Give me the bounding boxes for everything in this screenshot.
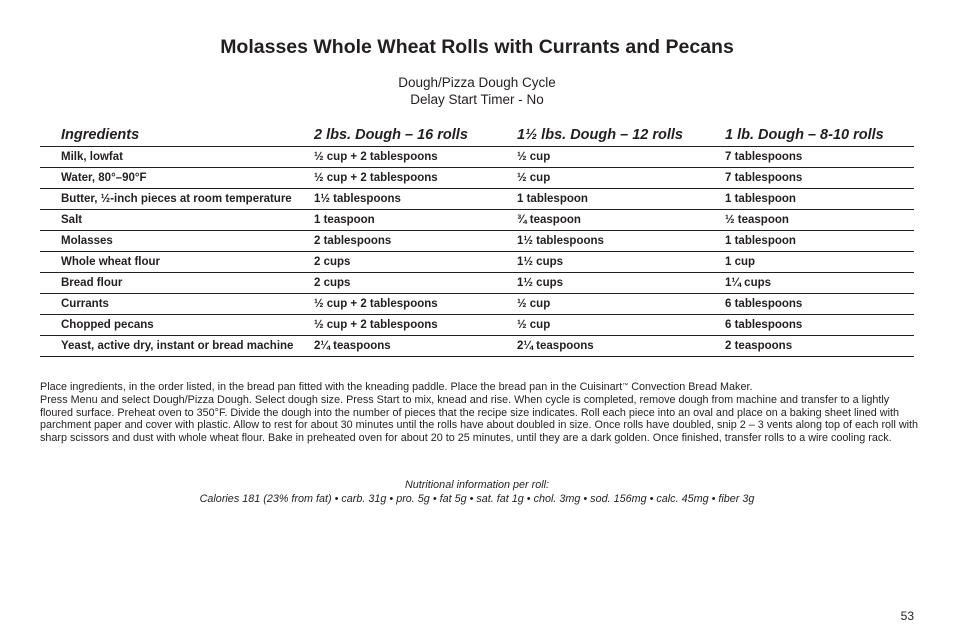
amount-1lb: 2 teaspoons xyxy=(725,336,914,357)
amount-2lb: ½ cup + 2 tablespoons xyxy=(314,147,517,168)
amount-1-5lb: ½ cup xyxy=(517,294,725,315)
cycle-setting: Dough/Pizza Dough Cycle xyxy=(398,75,556,90)
ingredient-name: Currants xyxy=(40,294,314,315)
ingredient-name: Chopped pecans xyxy=(40,315,314,336)
amount-1-5lb: 1½ cups xyxy=(517,252,725,273)
amount-1-5lb: ½ cup xyxy=(517,315,725,336)
table-row xyxy=(40,273,914,294)
amount-2lb: 2¼ teaspoons xyxy=(314,336,517,357)
nutrition-values: Calories 181 (23% from fat) • carb. 31g • pro. 5g • fat 5g • sat. fat 1g • chol. 3mg • sod. 156mg • calc. 45mg • fiber 3g xyxy=(199,493,755,505)
table-row xyxy=(40,189,914,210)
header-1-5lb: 1½ lbs. Dough – 12 rolls xyxy=(517,124,725,147)
nutrition-heading: Nutritional information per roll: xyxy=(404,479,550,491)
trademark-symbol: ™ xyxy=(622,383,629,389)
amount-2lb: ½ cup + 2 tablespoons xyxy=(314,294,517,315)
amount-1lb: 6 tablespoons xyxy=(725,315,914,336)
table-row xyxy=(40,210,914,231)
amount-1lb: 1¼ cups xyxy=(725,273,914,294)
amount-2lb: 1½ tablespoons xyxy=(314,189,517,210)
ingredient-name: Milk, lowfat xyxy=(40,147,314,168)
header-ingredients: Ingredients xyxy=(40,124,314,147)
cycle-info xyxy=(0,74,954,108)
nutrition-info xyxy=(0,478,954,506)
ingredient-name: Salt xyxy=(40,210,314,231)
ingredient-name: Butter, ½-inch pieces at room temperature xyxy=(40,189,314,210)
table-row xyxy=(40,294,914,315)
table-row xyxy=(40,252,914,273)
table-row xyxy=(40,147,914,168)
amount-1lb: 1 tablespoon xyxy=(725,231,914,252)
instructions-paragraph-2: Press Menu and select Dough/Pizza Dough. Select dough size. Press Start to mix, knead and rise. When cycle is completed, remove dough from machine and transfer to a lightly floured surface. Preheat oven to 350°F. Divide the dough into the number of pieces that the recipe size indicates. Roll each piece into an oval and place on a baking sheet lined with parchment paper and cover with plastic. Allow to rest for about 30 minutes until the rolls have about doubled in size. Once rolls have doubled, snip 2 – 3 vents along top of each roll with sharp scissors and dust with whole wheat flour. Bake in preheated oven for about 20 to 25 minutes, until they are a dark golden. Once finished, transfer rolls to a wire cooling rack. xyxy=(40,393,919,445)
amount-2lb: ½ cup + 2 tablespoons xyxy=(314,168,517,189)
amount-1-5lb: 1½ cups xyxy=(517,273,725,294)
table-row xyxy=(40,168,914,189)
amount-1lb: ½ teaspoon xyxy=(725,210,914,231)
header-2lb: 2 lbs. Dough – 16 rolls xyxy=(314,124,517,147)
amount-1-5lb: ½ cup xyxy=(517,168,725,189)
amount-1lb: 7 tablespoons xyxy=(725,168,914,189)
ingredient-name: Whole wheat flour xyxy=(40,252,314,273)
ingredient-name: Yeast, active dry, instant or bread machine xyxy=(40,336,314,357)
ingredients-table xyxy=(40,124,914,357)
table-row xyxy=(40,315,914,336)
page-number: 53 xyxy=(900,609,914,623)
amount-1-5lb: ¾ teaspoon xyxy=(517,210,725,231)
amount-2lb: 1 teaspoon xyxy=(314,210,517,231)
header-1lb: 1 lb. Dough – 8-10 rolls xyxy=(725,124,914,147)
page-title: Molasses Whole Wheat Rolls with Currants and Pecans xyxy=(220,36,734,58)
amount-2lb: 2 cups xyxy=(314,252,517,273)
table-row xyxy=(40,336,914,357)
instructions-paragraph-1: Place ingredients, in the order listed, in the bread pan fitted with the kneading paddle. Place the bread pan in the Cuisinart™ Convection Bread Maker. xyxy=(40,381,753,393)
amount-1lb: 1 cup xyxy=(725,252,914,273)
amount-1-5lb: 2¼ teaspoons xyxy=(517,336,725,357)
delay-timer-setting: Delay Start Timer - No xyxy=(410,92,544,107)
ingredient-name: Molasses xyxy=(40,231,314,252)
amount-1-5lb: 1½ tablespoons xyxy=(517,231,725,252)
amount-1-5lb: ½ cup xyxy=(517,147,725,168)
ingredient-name: Water, 80°–90°F xyxy=(40,168,314,189)
ingredient-name: Bread flour xyxy=(40,273,314,294)
amount-2lb: ½ cup + 2 tablespoons xyxy=(314,315,517,336)
instructions xyxy=(40,381,920,445)
table-header-row xyxy=(40,124,914,147)
table-row xyxy=(40,231,914,252)
amount-2lb: 2 tablespoons xyxy=(314,231,517,252)
amount-1lb: 1 tablespoon xyxy=(725,189,914,210)
amount-1-5lb: 1 tablespoon xyxy=(517,189,725,210)
amount-1lb: 6 tablespoons xyxy=(725,294,914,315)
amount-1lb: 7 tablespoons xyxy=(725,147,914,168)
amount-2lb: 2 cups xyxy=(314,273,517,294)
